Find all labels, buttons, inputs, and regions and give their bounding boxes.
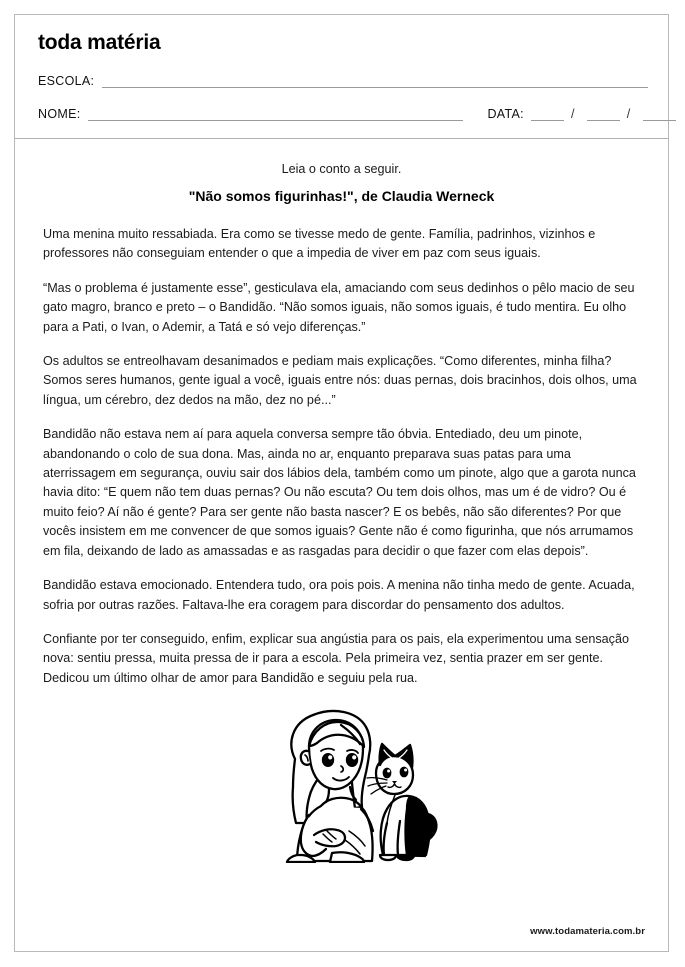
worksheet-content: [15, 139, 668, 863]
worksheet-page: [14, 14, 669, 952]
date-separator-1: /: [570, 107, 575, 121]
story-paragraph: Bandidão não estava nem aí para aquela conversa sempre tão óbvia. Entediado, deu um pinote, abandonando o colo de sua dona. Mas, ainda no ar, enquanto preparava suas patas para uma aterrissagem em segurança, ouviu sair dos lábios dela, também como um pinote, algo que a garota nunca havia dito: “E quem não tem duas pernas? Ou não escuta? Ou tem dois olhos, mas um é de vidro? Ou é muito feio? Aí não é gente? Para ser gente não basta nascer? E os bebês, não são diferentes? Por que vocês insistem em me convencer de que somos iguais? Gente não é como figurinha, que nós arrumamos em fila, deixando de lado as amassadas e as rasgadas para decidir o que fazer com elas depois”.: [43, 427, 636, 558]
escola-label: ESCOLA:: [38, 74, 95, 88]
story-paragraph: Os adultos se entreolhavam desanimados e pediam mais explicações. “Como diferentes, minha filha? Somos seres humanos, gente igual a você, iguais entre nós: duas pernas, dois bracinhos, dois olhos, uma língua, um cérebro, dez dedos na mão, dez no pé...”: [43, 354, 637, 407]
date-month-input-line[interactable]: [587, 109, 620, 121]
date-separator-2: /: [626, 107, 631, 121]
worksheet-header: [15, 15, 668, 139]
data-label: DATA:: [487, 107, 524, 121]
escola-field-row: [38, 74, 648, 88]
instruction-text: Leia o conto a seguir.: [281, 162, 402, 176]
story-title: "Não somos figurinhas!", de Claudia Werneck: [188, 188, 495, 204]
story-paragraph: Uma menina muito ressabiada. Era como se tivesse medo de gente. Família, padrinhos, vizinhos e professores não conseguiam entender o que a impedia de viver em paz com seus iguais.: [43, 227, 596, 261]
story-paragraph: Bandidão estava emocionado. Entendera tudo, ora pois pois. A menina não tinha medo de gente. Acuada, sofria por outras razões. Faltava-lhe era coragem para discordar do pensamento dos adultos.: [43, 578, 635, 612]
date-year-input-line[interactable]: [643, 109, 676, 121]
nome-input-line[interactable]: [88, 109, 463, 121]
brand-logo: toda matéria: [38, 31, 161, 54]
footer-website: www.todamateria.com.br: [530, 926, 645, 937]
story-paragraph: Confiante por ter conseguido, enfim, explicar sua angústia para os pais, ela experimentou uma sensação nova: sentiu pressa, muita pressa de ir para a escola. Pela primeira vez, sentia prazer em ser gente. Dedicou um último olhar de amor para Bandidão e seguiu pela rua.: [43, 631, 629, 685]
date-day-input-line[interactable]: [531, 109, 564, 121]
girl-with-cat-illustration: [237, 703, 447, 863]
story-paragraph: “Mas o problema é justamente esse”, gesticulava ela, amaciando com seus dedinhos o pêlo macio de seu gato magro, branco e preto – o Bandidão. “Não somos iguais, não somos iguais, é tudo mentira. Eu olho para a Pati, o Ivan, o Ademir, a Tatá e só vejo diferenças.”: [43, 280, 635, 334]
nome-label: NOME:: [38, 107, 81, 121]
nome-field-row: [38, 107, 648, 121]
escola-input-line[interactable]: [102, 76, 648, 88]
